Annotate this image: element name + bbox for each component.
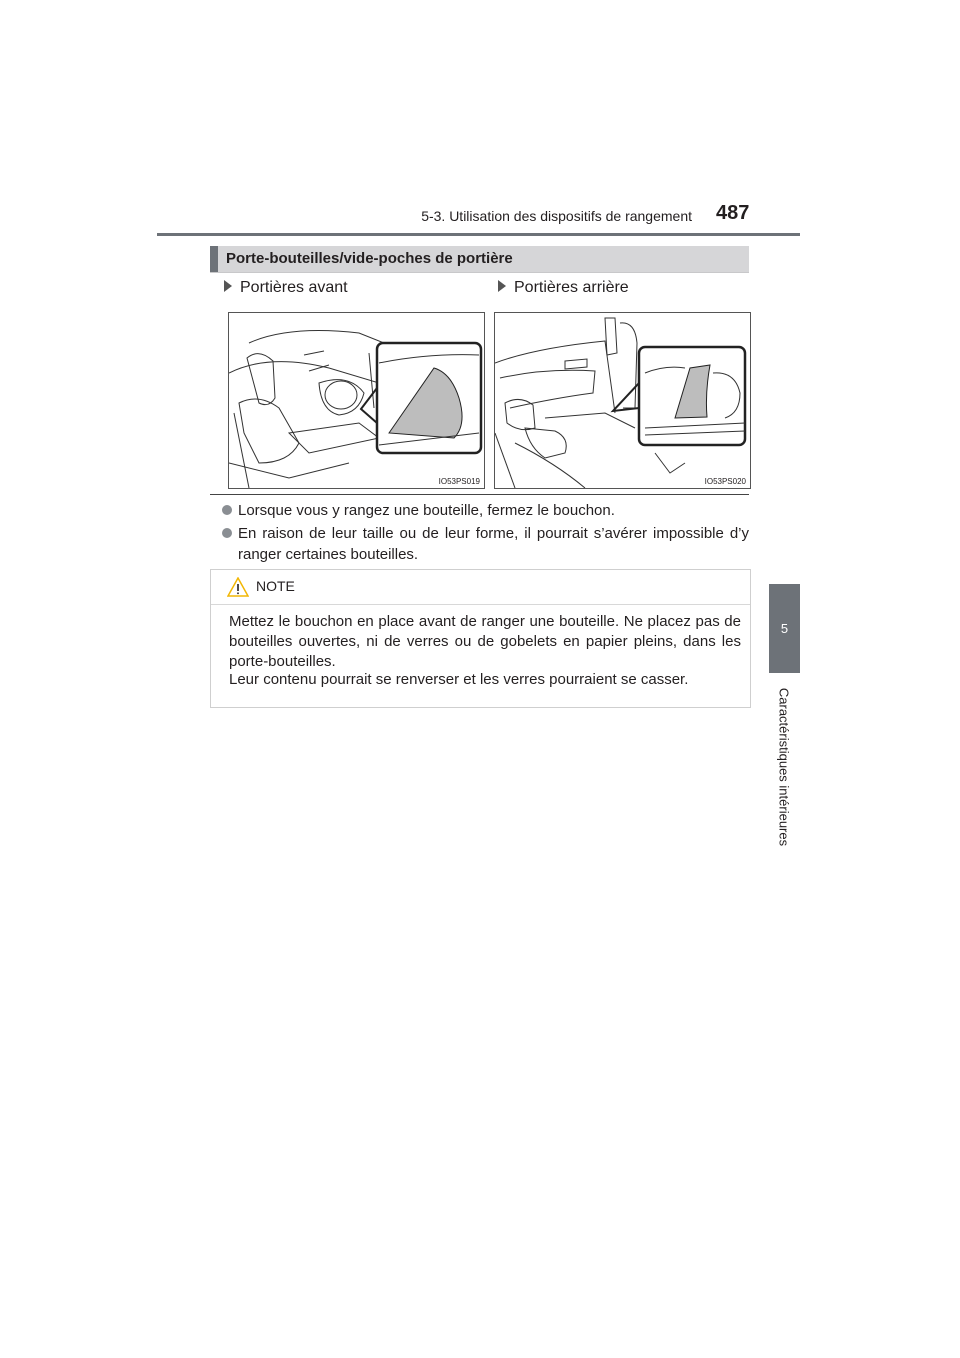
section-title: Porte-bouteilles/vide-poches de portière	[226, 250, 513, 267]
note-paragraph: Leur contenu pourrait se renverser et les verres pourraient se casser.	[229, 671, 689, 688]
running-header-section: 5-3. Utilisation des dispositifs de rangement	[421, 208, 692, 224]
section-title-bar	[210, 246, 749, 273]
front-door-drawing	[229, 313, 484, 488]
rear-door-illustration	[494, 312, 751, 489]
bullet-item	[222, 523, 749, 565]
figure-code: IO53PS020	[704, 477, 746, 486]
bullet-item	[222, 500, 749, 521]
note-box	[210, 569, 751, 708]
note-header	[211, 570, 750, 605]
chapter-tab	[769, 584, 800, 673]
front-door-illustration	[228, 312, 485, 489]
front-doors-heading	[224, 279, 348, 297]
bullet-text: En raison de leur taille ou de leur forme, il pourrait s’avérer impossible d’y ranger certaines bouteilles.	[238, 525, 749, 563]
bullet-text: Lorsque vous y rangez une bouteille, fermez le bouchon.	[238, 502, 615, 519]
triangle-bullet-icon	[224, 280, 232, 292]
rear-door-drawing	[495, 313, 750, 488]
page-number: 487	[716, 202, 750, 224]
header-rule	[157, 233, 800, 236]
chapter-label: Caractéristiques intérieures	[776, 687, 792, 847]
chapter-number: 5	[780, 621, 789, 636]
figure-divider	[210, 494, 749, 495]
triangle-bullet-icon	[498, 280, 506, 292]
bullet-dot-icon	[222, 505, 232, 515]
bullet-dot-icon	[222, 528, 232, 538]
rear-doors-heading	[498, 279, 629, 297]
rear-doors-heading-text: Portières arrière	[514, 279, 629, 296]
note-paragraph: Mettez le bouchon en place avant de ranger une bouteille. Ne placez pas de bouteilles ouvertes, ni de verres ou de gobelets en papier pleins, dans les porte-bouteilles.	[229, 613, 741, 670]
section-title-stripe	[210, 246, 218, 272]
note-label: NOTE	[256, 578, 295, 594]
warning-triangle-icon	[227, 577, 249, 597]
figure-code: IO53PS019	[438, 477, 480, 486]
front-doors-heading-text: Portières avant	[240, 279, 348, 296]
